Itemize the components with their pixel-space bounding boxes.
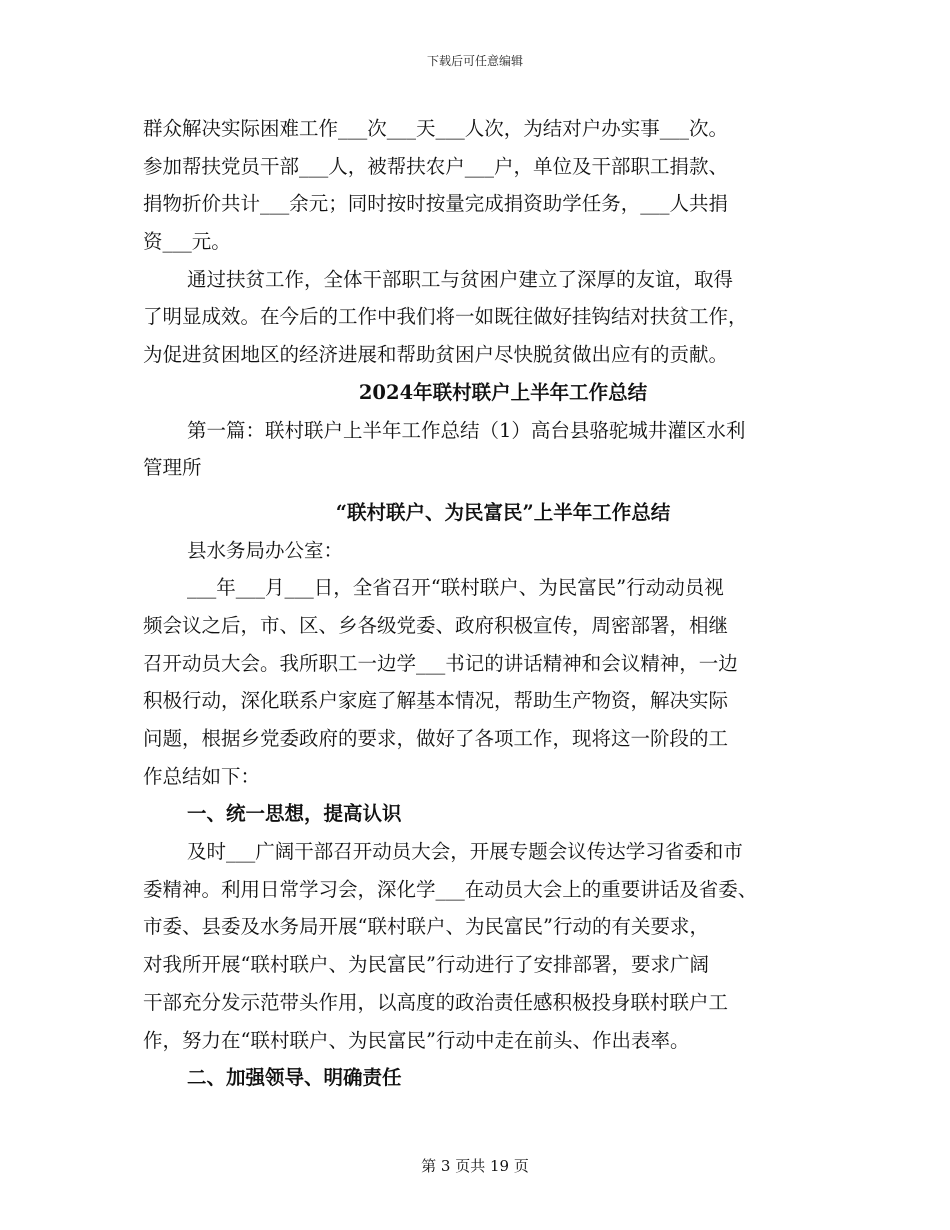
page-header: 下载后可任意编辑 [426,54,523,68]
paragraph-start: ___年___月___日，全省召开“联村联户、为民富民”行动动员视 [187,576,724,600]
report-title: “联村联户、为民富民”上半年工作总结 [335,500,671,524]
body-line: 问题，根据乡党委政府的要求，做好了各项工作，现将这一阶段的工 [143,727,729,750]
body-line: 了明显成效。在今后的工作中我们将一如既往做好挂钩结对扶贫工作， [143,305,748,329]
body-line: 群众解决实际困难工作___次___天___人次，为结对户办实事___次。 [143,117,729,140]
body-line: 作，努力在“联村联户、为民富民”行动中走在前头、作出表率。 [143,1028,690,1052]
body-line: 捐物折价共计___余元；同时按时按量完成捐资助学任务，___人共捐 [143,192,729,216]
section-heading: 二、加强领导、明确责任 [187,1066,402,1090]
body-line: 作总结如下： [143,764,261,788]
page-number: 第 3 页共 19 页 [421,1157,529,1175]
body-line: 频会议之后，市、区、乡各级党委、政府积极宣传，周密部署，相继 [143,613,729,637]
body-line: 对我所开展“联村联户、为民富民”行动进行了安排部署，要求广阔 [143,953,709,977]
body-line: 干部充分发示范带头作用，以高度的政治责任感积极投身联村联户工 [143,990,729,1014]
body-line: 积极行动，深化联系户家庭了解基本情况，帮助生产物资，解决实际 [143,689,729,713]
paragraph-start: 通过扶贫工作，全体干部职工与贫困户建立了深厚的友谊，取得 [187,267,734,291]
document-body [143,110,813,1097]
body-line: 召开动员大会。我所职工一边学___书记的讲话精神和会议精神，一边 [143,651,738,675]
section-heading: 一、统一思想，提高认识 [187,802,402,826]
section-title: 2024年联村联户上半年工作总结 [358,380,648,404]
body-line: 市委、县委及水务局开展“联村联户、为民富民”行动的有关要求， [143,915,709,939]
paragraph-start: 第一篇：联村联户上半年工作总结（1）高台县骆驼城井灌区水利 [187,418,746,442]
body-line: 参加帮扶党员干部___人，被帮扶农户___户，单位及干部职工捐款、 [143,154,729,178]
body-line: 资___元。 [143,230,231,254]
paragraph-start: 及时___广阔干部召开动员大会，开展专题会议传达学习省委和市 [187,840,743,864]
body-line: 为促进贫困地区的经济进展和帮助贫困户尽快脱贫做出应有的贡献。 [143,343,729,367]
body-line: 管理所 [143,456,202,480]
body-line: 委精神。利用日常学习会，深化学___在动员大会上的重要讲话及省委、 [143,877,758,901]
addressee: 县水务局办公室： [187,538,344,562]
spacer [143,487,813,494]
